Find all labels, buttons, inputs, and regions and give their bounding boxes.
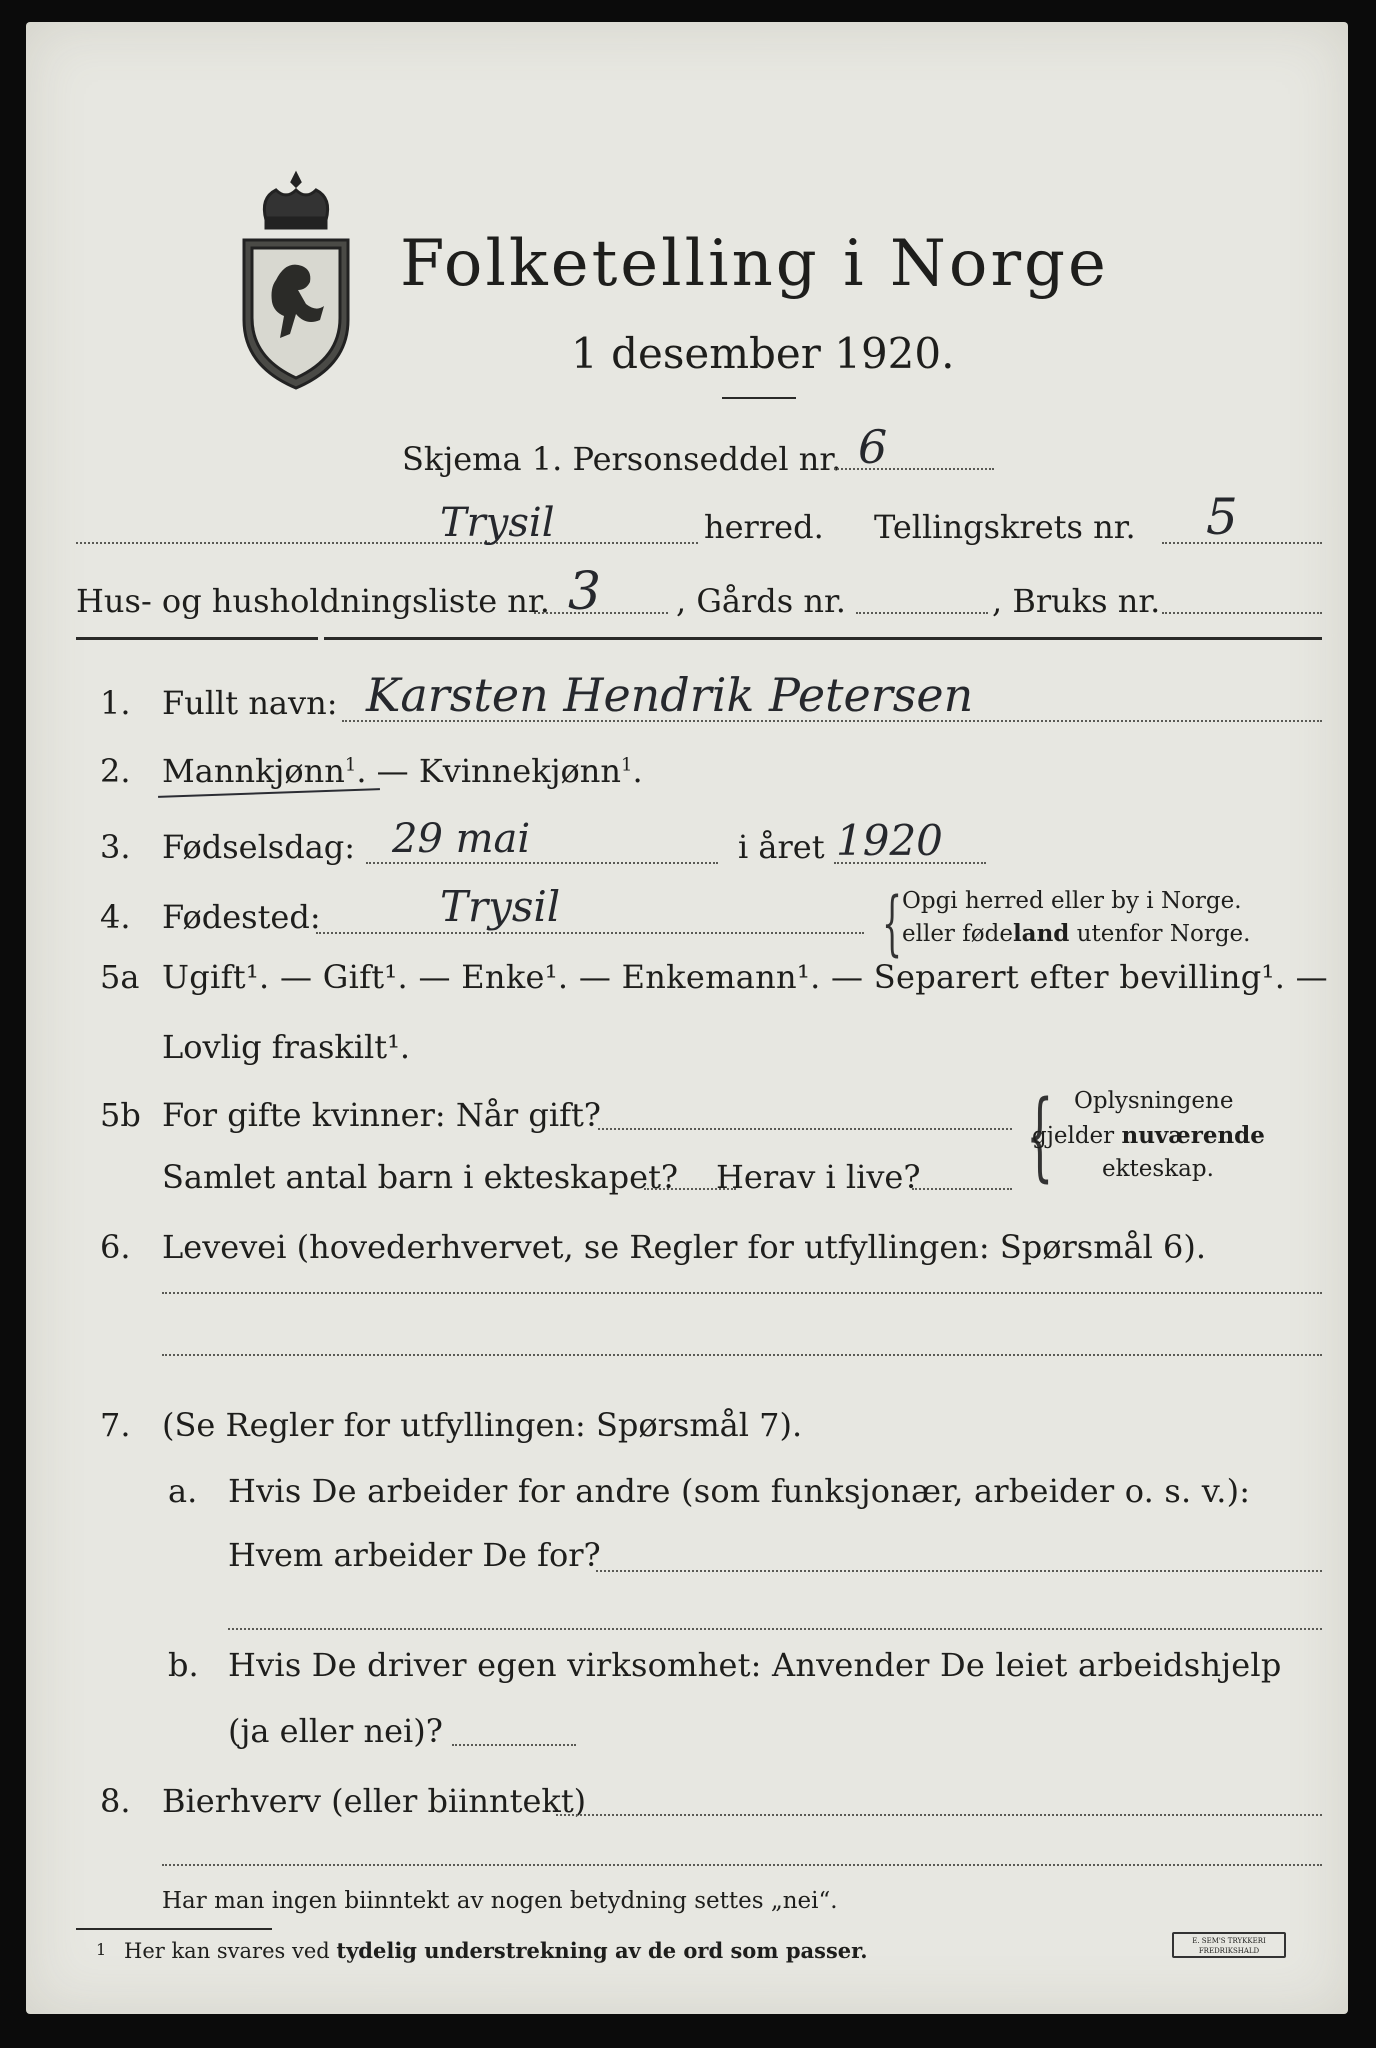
census-date: 1 desember 1920.	[571, 329, 955, 378]
q7a-line1: Hvis De arbeider for andre (som funksjonær, arbeider o. s. v.):	[228, 1472, 1251, 1510]
q5a-number: 5a	[100, 958, 140, 996]
q7b-line1: Hvis De driver egen virksomhet: Anvender De leiet arbeidshjelp	[228, 1646, 1282, 1684]
q5b-note-line1: Oplysningene	[1074, 1088, 1234, 1114]
hired-help-field[interactable]	[452, 1744, 576, 1746]
gards-label: , Gårds nr.	[676, 582, 846, 620]
header-divider-left	[76, 637, 318, 640]
female-option[interactable]: Kvinnekjønn	[418, 752, 621, 790]
q5b-note-line2-b: nuværende	[1121, 1122, 1265, 1149]
birthplace-value: Trysil	[440, 882, 561, 931]
q1-label: Fullt navn:	[162, 684, 338, 722]
herred-field[interactable]	[76, 542, 698, 544]
q5b-number: 5b	[100, 1096, 141, 1134]
herred-value: Trysil	[440, 500, 555, 546]
tellingskrets-field[interactable]	[1162, 542, 1322, 544]
marital-status-options-2[interactable]: Lovlig fraskilt¹.	[162, 1028, 411, 1066]
q7b-number: b.	[168, 1646, 199, 1684]
tellingskrets-label: Tellingskrets nr.	[874, 508, 1136, 546]
occupation-field-2[interactable]	[162, 1354, 1322, 1356]
employer-field-2[interactable]	[228, 1628, 1322, 1630]
gender-end: .	[632, 752, 643, 790]
q4-note-line2-a: eller føde	[902, 921, 1013, 947]
norwegian-coat-of-arms-icon	[236, 170, 356, 392]
no-side-income-note: Har man ingen biinntekt av nogen betydning settes „nei“.	[162, 1888, 838, 1914]
q7-number: 7.	[100, 1406, 131, 1444]
married-women-label: For gifte kvinner: Når gift?	[162, 1096, 601, 1134]
husholdningsliste-label: Hus- og husholdningsliste nr.	[76, 582, 550, 620]
male-footnote-mark: 1	[344, 754, 357, 776]
birthday-value: 29 mai	[392, 816, 531, 862]
q2-number: 2.	[100, 752, 131, 790]
birthplace-field[interactable]	[316, 932, 864, 934]
q1-number: 1.	[100, 684, 131, 722]
occupation-field-1[interactable]	[162, 1292, 1322, 1294]
printer-mark: E. SEM'S TRYKKERI FREDRIKSHALD	[1172, 1932, 1286, 1958]
q6-label: Levevei (hovederhvervet, se Regler for utfyllingen: Spørsmål 6).	[162, 1228, 1207, 1266]
q3-label: Fødselsdag:	[162, 828, 356, 866]
q7a-line2: Hvem arbeider De for?	[228, 1536, 601, 1574]
q4-note-line1: Opgi herred eller by i Norge.	[902, 888, 1242, 914]
q7a-number: a.	[168, 1472, 198, 1510]
birthday-field[interactable]	[366, 862, 718, 864]
gender-separator: . —	[356, 752, 419, 790]
q5b-note-line2-a: gjelder	[1032, 1123, 1122, 1149]
children-total-label: Samlet antal barn i ekteskapet?	[162, 1158, 679, 1196]
footnote-divider	[76, 1928, 272, 1930]
gender-options	[162, 752, 643, 790]
footnote-marker: 1	[96, 1940, 107, 1959]
year-label: i året	[738, 828, 825, 866]
employer-field-1[interactable]	[596, 1570, 1322, 1572]
q8-number: 8.	[100, 1782, 131, 1820]
q4-note-brace: {	[882, 882, 903, 964]
husholdningsliste-value: 3	[568, 562, 602, 622]
footnote-text	[124, 1938, 868, 1963]
female-footnote-mark: 1	[621, 754, 633, 776]
q5b-note-line3: ekteskap.	[1102, 1156, 1214, 1182]
children-alive-label: Herav i live?	[716, 1158, 921, 1196]
personseddel-value: 6	[858, 420, 888, 474]
header-divider-right	[324, 637, 1322, 640]
q4-label: Fødested:	[162, 898, 321, 936]
census-form-page	[26, 22, 1348, 2014]
q7b-line2: (ja eller nei)?	[228, 1712, 443, 1750]
side-income-field-1[interactable]	[556, 1814, 1322, 1816]
married-when-field[interactable]	[598, 1128, 1012, 1130]
side-income-field-2[interactable]	[162, 1864, 1322, 1866]
q8-label: Bierhverv (eller biinntekt)	[162, 1782, 587, 1820]
bruks-label: , Bruks nr.	[992, 582, 1161, 620]
gards-field[interactable]	[856, 612, 988, 614]
q4-note-line2-c: utenfor Norge.	[1069, 921, 1251, 947]
title-divider	[722, 397, 796, 399]
children-alive-field[interactable]	[912, 1188, 1012, 1190]
q4-note-line2-b: land	[1012, 920, 1070, 947]
birth-year-value: 1920	[836, 816, 943, 865]
herred-label: herred.	[704, 508, 824, 546]
footnote-text-a: Her kan svares ved	[124, 1939, 337, 1963]
footnote-text-b: tydelig understrekning av de ord som passer.	[336, 1938, 868, 1963]
q4-number: 4.	[100, 898, 131, 936]
q3-number: 3.	[100, 828, 131, 866]
q5b-note-line2	[1032, 1122, 1265, 1149]
tellingskrets-value: 5	[1206, 488, 1238, 546]
skjema-label: Skjema 1. Personseddel nr.	[402, 440, 842, 478]
q6-number: 6.	[100, 1228, 131, 1266]
q7-label: (Se Regler for utfyllingen: Spørsmål 7).	[162, 1406, 803, 1444]
q5b-note-brace: {	[1026, 1080, 1054, 1192]
full-name-value: Karsten Hendrik Petersen	[366, 668, 974, 722]
q4-note-line2	[902, 920, 1250, 947]
form-title: Folketelling i Norge	[400, 227, 1109, 301]
bruks-field[interactable]	[1162, 612, 1322, 614]
male-option[interactable]: Mannkjønn	[162, 752, 345, 790]
marital-status-options[interactable]: Ugift¹. — Gift¹. — Enke¹. — Enkemann¹. — Separert efter bevilling¹. —	[162, 958, 1328, 996]
